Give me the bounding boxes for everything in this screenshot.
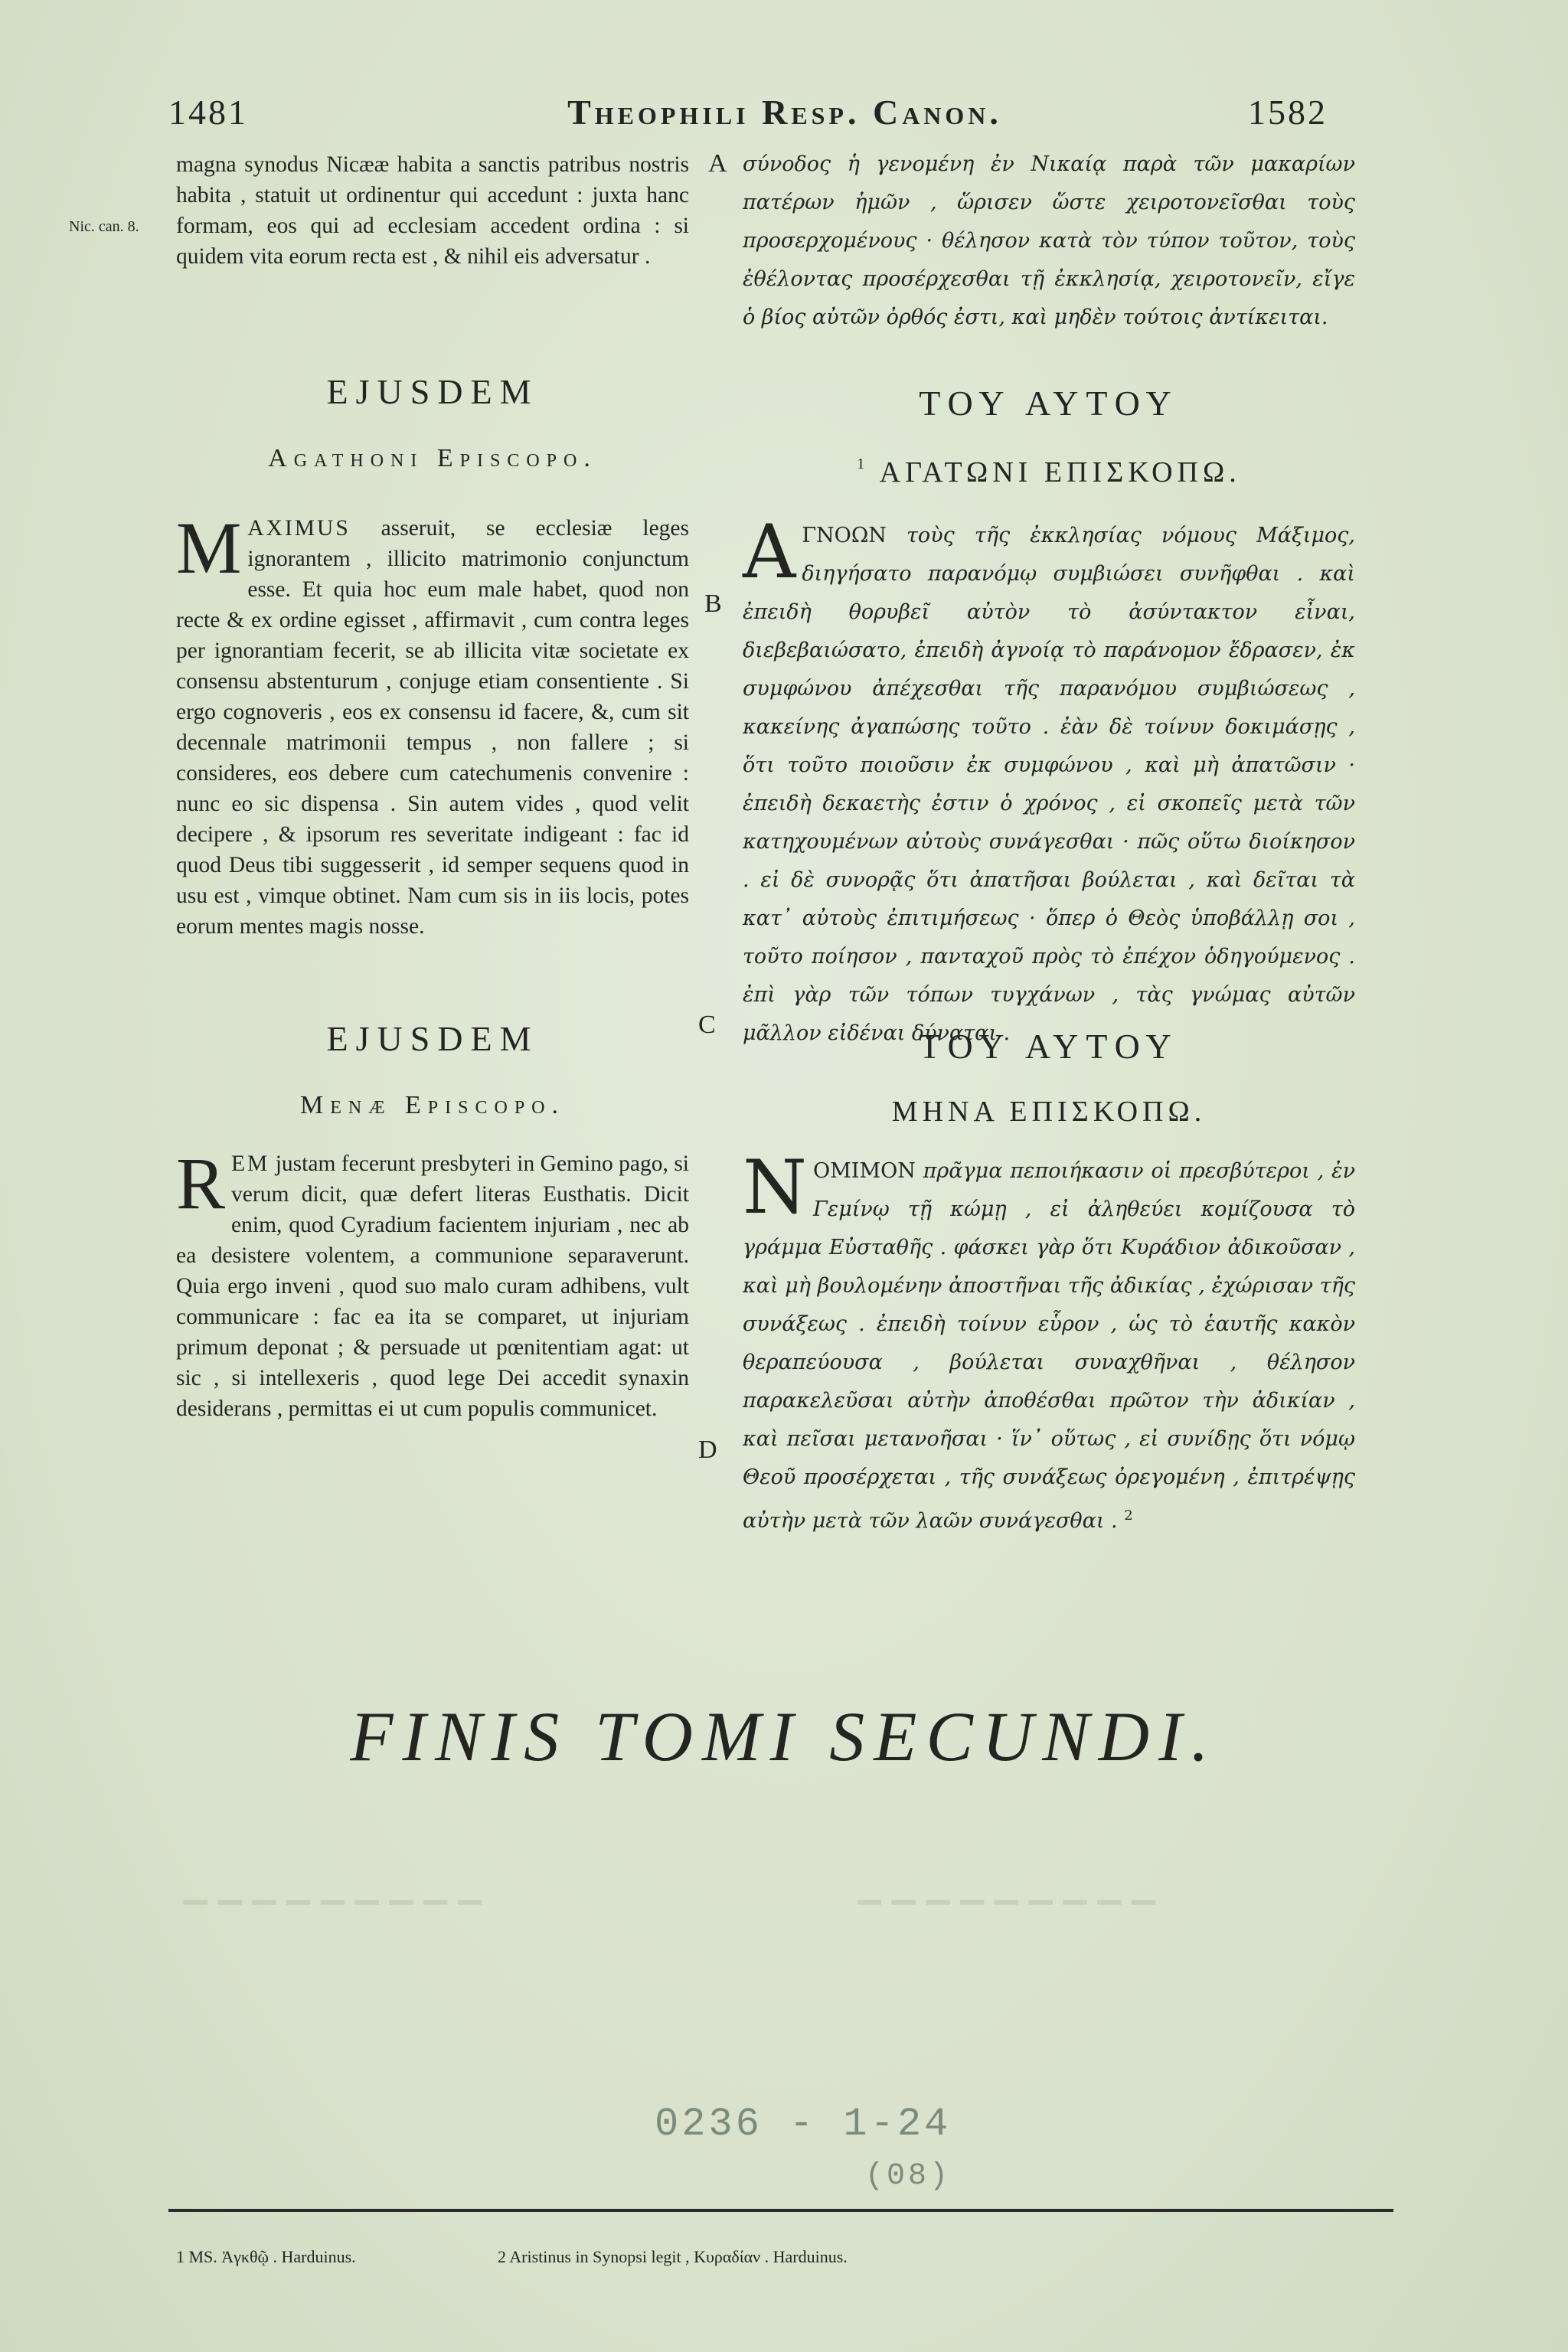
footnote-2: 2 Aristinus in Synopsi legit , Κυραδίαν . Harduinus. xyxy=(498,2247,848,2266)
bleed-through-texture: ▔▔▔▔▔▔▔▔▔ xyxy=(858,1869,1166,1903)
footnote-marker-1: 1 xyxy=(857,456,870,472)
greek-subtitle-text-2: ΑΓΑΤΩΝΙ ΕΠΙΣΚΟΠΩ. xyxy=(879,456,1241,488)
latin-lead-2: AXIMUS xyxy=(247,516,351,541)
greek-paragraph-3 xyxy=(743,1145,1355,1540)
greek-text-1: σύνοδος ἡ γενομένη ἐν Νικαίᾳ παρὰ τῶν μακαρίων πατέρων ἡμῶν , ὥρισεν ὥστε χειροτονεῖσθαι τοὺς προσερχομένους · θέλησον κατὰ τὸν τύπον τοῦτον, τοὺς ἐθέλοντας προσέρχεσθαι τῇ ἐκκλησίᾳ, χειροτονεῖν, εἴγε ὁ βίος αὐτῶν ὀρθός ἐστι, καὶ μηδὲν τούτοις ἀντίκειται. xyxy=(743,152,1355,329)
latin-text-1: magna synodus Nicææ habita a sanctis patribus nostris habita , statuit ut ordinentur qui accedunt : juxta hanc formam, eos qui ad ecclesiam accedent ordina : si quidem vita eorum recta est , & nihil eis adversatur . xyxy=(176,152,689,269)
latin-paragraph-3 xyxy=(176,1142,689,1424)
section-marker-c: C xyxy=(698,1011,716,1039)
greek-paragraph-2 xyxy=(743,509,1355,1053)
latin-section-subtitle-2: Agathoni Episcopo. xyxy=(268,444,597,472)
latin-paragraph-2 xyxy=(176,507,689,942)
greek-paragraph-1 xyxy=(743,145,1355,337)
left-page-number: 1481 xyxy=(168,93,248,132)
footnote-marker-2: 2 xyxy=(1124,1508,1133,1524)
greek-text-3: πρᾶγμα πεποιήκασιν οἱ πρεσβύτεροι , ἐν Γεμίνῳ τῇ κώμῃ , εἰ ἀληθεύει κομίζουσα τὸ γράμμα Εὐσταθῆς . φάσκει γὰρ ὅτι Κυράδιον ἀδικοῦσαν , καὶ μὴ βουλομένην ἀποστῆναι τῆς ἀδικίας , ἐχώρισαν τῆς συνάξεως . ἐπειδὴ τοίνυν εὗρον , ὡς τὸ ἑαυτῆς κακὸν θεραπεύουσα , βούλεται συναχθῆναι , θέλησον παρακελεῦσαι αὐτὴν ἀποθέσθαι πρῶτον τὴν ἀδικίαν , καὶ πεῖσαι μετανοῆσαι · ἵν᾽ οὕτως , εἰ συνίδῃς ὅτι νόμῳ Θεοῦ προσέρχεται , τῆς συνάξεως ὀρεγομένη , ἐπιτρέψῃς αὐτὴν μετὰ τῶν λαῶν συνάγεσθαι . xyxy=(743,1159,1355,1533)
drop-cap-latin-3: R xyxy=(176,1142,226,1224)
library-stamp-sub: (08) xyxy=(865,2159,952,2194)
drop-cap-latin-2: M xyxy=(176,507,242,589)
footnote-rule xyxy=(168,2209,1393,2212)
closing-title: FINIS TOMI SECUNDI. xyxy=(350,1697,1218,1775)
greek-text-2: τοὺς τῆς ἐκκλησίας νόμους Μάξιμος, διηγήσατο παρανόμῳ συμβιώσει συνῆφθαι . καὶ ἐπειδὴ θορυβεῖ αὐτὸν τὸ ἀσύντακτον εἶναι, διεβεβαιώσατο, ἐπειδὴ ἀγνοίᾳ τὸ παράνομον ἔδρασεν, ἐκ συμφώνου ἀπέχεσθαι τῆς παρανόμου συμβιώσεως , κακείνης ἀγαπώσης τοῦτο . ἐὰν δὲ τοίνυν δοκιμάσῃς , ὅτι τοῦτο ποιοῦσιν ἐκ συμφώνου , καὶ μὴ ἀπατῶσιν · ἐπειδὴ δεκαετὴς ἐστιν ὁ χρόνος , εἰ σκοπεῖς μετὰ τῶν κατηχουμένων αὐτοὺς συνάγεσθαι · πῶς οὕτω διοίκησον . εἰ δὲ συνορᾷς ὅτι ἀπατῆσαι βούλεται , καὶ δεῖται τὰ κατ᾽ αὐτοὺς ἐπιτιμήσεως · ὅπερ ὁ Θεὸς ὑποβάλλῃ σοι , τοῦτο ποίησον , πανταχοῦ πρὸς τὸ ἐπέχον ὁδηγούμενος . ἐπὶ γὰρ τῶν τόπων τυγχάνων , τὰς γνώμας αὐτῶν μᾶλλον εἰδέναι δύναται . xyxy=(743,524,1355,1045)
section-marker-a: A xyxy=(708,149,727,178)
drop-cap-greek-3: Ν xyxy=(743,1145,807,1230)
greek-lead-3: ΟΜΙΜΟΝ xyxy=(813,1159,916,1183)
latin-paragraph-1 xyxy=(176,149,689,272)
latin-text-2: asseruit, se ecclesiæ leges ignorantem , illicito matrimonio conjunctum esse. Et quia hoc eum male habet, quod non recte & ex ordine egisset , affirmavit , cum contra leges per ignorantiam fecerit, se ab illicita vitæ societate ex consensu abstenturum , conjuge etiam consentiente . Si ergo cognoveris , eos ex consensu id facere, &, cum sit decennale matrimonii tempus , non fallere ; si consideres, eos debere cum catechumenis convenire : nunc eo sic dispensa . Sin autem vides , quod velit decipere , & ipsorum res severitate indigeant : fac id quod Deus tibi suggesserit , id semper sequens quod in usu est , vimque obtinet. Nam cum sis in iis locis, potes eorum mentes magis nosse. xyxy=(176,516,689,939)
section-marker-b: B xyxy=(704,590,722,618)
greek-section-title-2: ΤΟΥ ΑΥΤΟΥ xyxy=(919,384,1179,423)
footnote-1: 1 MS. Ἀγκθῷ . Harduinus. xyxy=(176,2247,356,2266)
library-stamp-code: 0236 - 1-24 xyxy=(655,2102,952,2147)
section-marker-d: D xyxy=(698,1436,717,1464)
latin-section-subtitle-3: Menæ Episcopo. xyxy=(299,1091,566,1119)
latin-lead-3: EM xyxy=(231,1152,270,1176)
greek-lead-2: ΓΝΟΩΝ xyxy=(802,524,887,547)
bleed-through-texture: ▔▔▔▔▔▔▔▔▔ xyxy=(184,1869,492,1903)
latin-section-title-2: EJUSDEM xyxy=(326,372,539,411)
margin-citation: Nic. can. 8. xyxy=(69,218,139,235)
drop-cap-greek-2: Α xyxy=(743,509,796,595)
running-title: Theophili Resp. Canon. xyxy=(567,93,1002,132)
latin-section-title-3: EJUSDEM xyxy=(326,1019,539,1058)
greek-section-subtitle-2 xyxy=(743,456,1355,489)
latin-text-3: justam fecerunt presbyteri in Gemino pago, si verum dicit, quæ defert literas Eusthatis. Dicit enim, quod Cyradium facientem injuriam , nec ab ea desistere volentem, a communione separaverunt. Quia ergo inveni , quod suo malo curam adhibens, vult communicare : fac ea ita se comparet, ut injuriam primum deponat ; & persuade ut pœnitentiam agat: ut sic , si intellexeris , quod lege Dei accedit synaxin desiderans , permittas ei ut cum populis communicet. xyxy=(176,1152,689,1421)
right-page-number: 1582 xyxy=(1248,93,1328,132)
greek-section-title-3: ΤΟΥ ΑΥΤΟΥ xyxy=(919,1027,1179,1066)
greek-section-subtitle-3: ΜΗΝΑ ΕΠΙΣΚΟΠΩ. xyxy=(891,1096,1207,1128)
